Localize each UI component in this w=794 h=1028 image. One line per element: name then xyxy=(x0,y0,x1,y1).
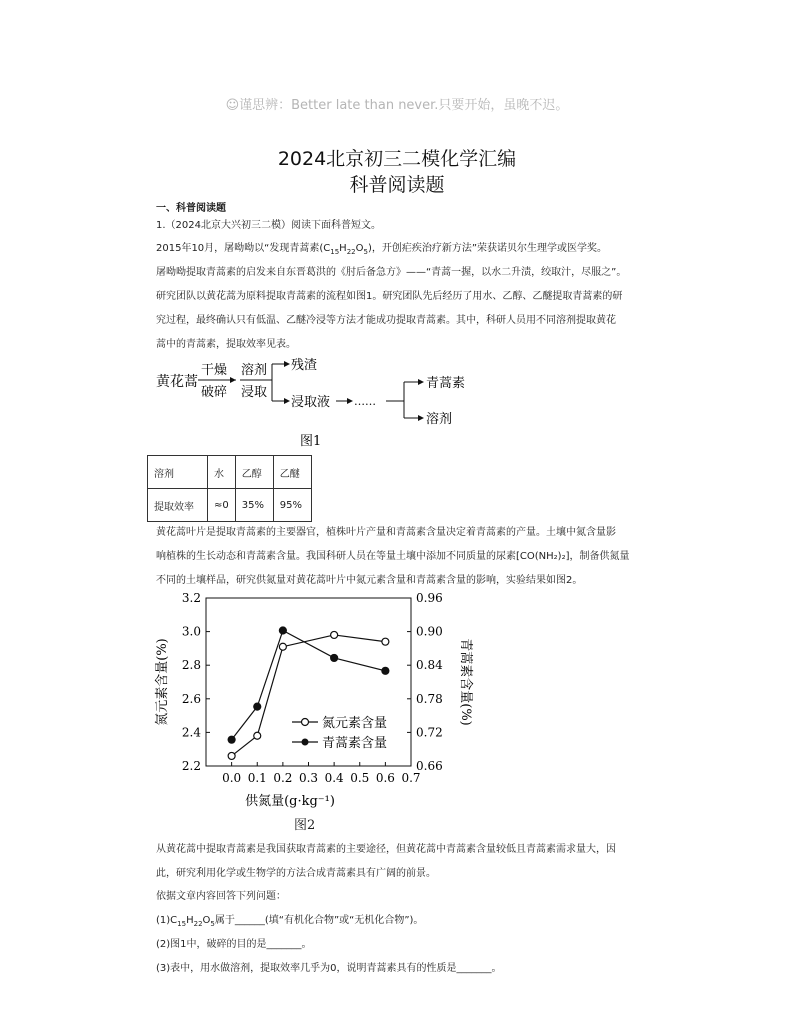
y-left-tick-label: 2.8 xyxy=(181,658,201,673)
table-cell: 提取效率 xyxy=(148,489,208,522)
subscript: 5 xyxy=(363,248,368,256)
subscript: 15 xyxy=(177,920,187,928)
x-tick-label: 0.6 xyxy=(375,771,395,785)
data-point-nitrogen xyxy=(331,631,338,638)
text-part: H xyxy=(186,915,194,926)
table-cell: 水 xyxy=(208,456,236,489)
x-axis-label: 供氮量(g·kg⁻¹) xyxy=(245,794,335,809)
flow-step1-bottom: 破碎 xyxy=(201,385,228,400)
paragraph-line: 不同的土壤样品，研究供氮量对黄花蒿叶片中氮元素含量和青蒿素含量的影响，实验结果如图2。 xyxy=(156,575,583,586)
y-right-tick-label: 0.66 xyxy=(416,759,443,773)
paragraph-line: 黄花蒿叶片是提取青蒿素的主要器官，植株叶片产量和青蒿素含量决定着青蒿素的产量。土壤中氮含量影 xyxy=(156,527,616,538)
chart-legend xyxy=(292,716,387,751)
flow-step2-bottom: 浸取 xyxy=(241,385,268,400)
data-point-artemisinin xyxy=(279,627,286,634)
legend-label-nitrogen: 氮元素含量 xyxy=(322,716,388,731)
paragraph-line: 响植株的生长动态和青蒿素含量。我国科研人员在等量土壤中添加不同质量的尿素[CO(NH₂)₂]，制备供氮量 xyxy=(156,551,630,562)
legend-label-artemisinin: 青蒿素含量 xyxy=(322,736,388,751)
legend-marker-open xyxy=(302,719,309,726)
flow-product-2: 溶剂 xyxy=(426,412,453,427)
data-point-artemisinin xyxy=(254,703,261,710)
y-right-tick-label: 0.90 xyxy=(416,624,443,639)
subscript: 5 xyxy=(210,920,215,928)
title-line-1: 2024北京初三二模化学汇编 xyxy=(277,148,517,170)
y-right-tick-label: 0.96 xyxy=(416,591,443,605)
x-tick-label: 0.4 xyxy=(324,771,344,785)
x-tick-label: 0.5 xyxy=(350,771,370,785)
text-part: H xyxy=(339,243,347,254)
data-point-nitrogen xyxy=(279,643,286,650)
data-point-artemisinin xyxy=(382,667,389,674)
x-tick-label: 0.3 xyxy=(298,771,319,785)
watermark: ☺谨思辨：Better late than never.只要开始，虽晚不迟。 xyxy=(225,98,569,113)
data-point-nitrogen xyxy=(254,732,261,739)
y-left-tick-label: 3.2 xyxy=(181,591,201,605)
text-part: (1)C xyxy=(156,915,178,926)
y-left-tick-label: 2.4 xyxy=(181,725,201,740)
table-row xyxy=(148,456,312,489)
flow-arrowhead xyxy=(284,361,290,367)
y-axis-right-label: 青蒿素含量(%) xyxy=(458,638,473,726)
figure-2-caption: 图2 xyxy=(294,818,316,833)
flow-arrowhead xyxy=(284,398,290,404)
question-1 xyxy=(156,911,423,928)
question-2: (2)图1中，破碎的目的是_______。 xyxy=(156,939,312,950)
paragraph-line: 屠呦呦提取青蒿素的启发来自东晋葛洪的《肘后备急方》——“青蒿一握，以水二升渍，绞取汁，尽服之”。 xyxy=(156,267,627,278)
flow-arrowhead xyxy=(347,398,353,404)
x-tick-label: 0.1 xyxy=(247,771,267,785)
table-cell: 95% xyxy=(273,489,311,522)
text-part: )，开创疟疾治疗新方法”荣获诺贝尔生理学或医学奖。 xyxy=(367,243,608,254)
table-cell: 乙醚 xyxy=(273,456,311,489)
flow-start: 黄花蒿 xyxy=(156,374,198,390)
question-3: (3)表中，用水做溶剂，提取效率几乎为0，说明青蒿素具有的性质是_______。 xyxy=(156,963,502,974)
flow-residue: 残渣 xyxy=(291,358,318,373)
data-point-artemisinin xyxy=(331,654,338,661)
y-left-tick-label: 2.2 xyxy=(181,759,201,773)
paragraph-line: 此，研究利用化学或生物学的方法合成青蒿素具有广阔的前景。 xyxy=(156,868,436,879)
y-axis-left-label: 氮元素含量(%) xyxy=(155,638,170,726)
figure-1-caption: 图1 xyxy=(300,434,322,449)
paragraph-line: 究过程，最终确认只有低温、乙醚冷浸等方法才能成功提取青蒿素。其中，科研人员用不同溶剂提取黄花 xyxy=(156,315,616,326)
y-right-tick-label: 0.78 xyxy=(416,691,443,706)
flow-dots: …… xyxy=(354,395,376,408)
flow-step2-top: 溶剂 xyxy=(241,363,268,378)
subscript: 22 xyxy=(346,248,356,256)
y-right-tick-label: 0.84 xyxy=(416,658,443,673)
section-title: 一、科普阅读题 xyxy=(156,203,226,214)
flow-extract: 浸取液 xyxy=(291,395,331,410)
table-cell: ≈0 xyxy=(208,489,236,522)
subscript: 22 xyxy=(193,920,203,928)
flow-arrowhead xyxy=(418,379,424,385)
paragraph-line: 依据文章内容回答下列问题： xyxy=(156,891,286,902)
x-tick-label: 0.2 xyxy=(273,771,293,785)
table-cell: 乙醇 xyxy=(235,456,273,489)
flow-product-1: 青蒿素 xyxy=(426,376,466,391)
table-cell: 溶剂 xyxy=(148,456,208,489)
legend-marker-filled xyxy=(302,739,309,746)
subscript: 15 xyxy=(330,248,340,256)
text-part: 2015年10月，屠呦呦以“发现青蒿素(C xyxy=(156,243,331,254)
x-tick-label: 0.7 xyxy=(401,771,421,785)
data-point-nitrogen xyxy=(228,752,235,759)
text-part: O xyxy=(355,243,364,254)
page-title xyxy=(0,146,794,198)
extraction-efficiency-table xyxy=(147,455,312,522)
nitrogen-chart-figure-2 xyxy=(150,588,480,818)
flow-arrowhead xyxy=(418,415,424,421)
y-left-tick-label: 2.6 xyxy=(181,691,201,706)
paragraph-line: 蒿中的青蒿素，提取效率见表。 xyxy=(156,339,296,350)
x-tick-label: 0.0 xyxy=(222,771,242,785)
paragraph-nobel xyxy=(156,239,607,256)
question-intro: 1.（2024北京大兴初三二模）阅读下面科普短文。 xyxy=(156,220,381,231)
data-point-artemisinin xyxy=(228,736,235,743)
title-line-2: 科普阅读题 xyxy=(349,174,445,196)
data-point-nitrogen xyxy=(382,638,389,645)
y-right-tick-label: 0.72 xyxy=(416,725,443,740)
table-cell: 35% xyxy=(235,489,273,522)
flow-arrowhead xyxy=(230,377,236,383)
text-part: O xyxy=(202,915,211,926)
text-part: 属于______(填“有机化合物”或“无机化合物”)。 xyxy=(214,915,424,926)
y-left-tick-label: 3.0 xyxy=(181,624,201,639)
flowchart-figure-1 xyxy=(150,352,480,452)
flow-step1-top: 干燥 xyxy=(201,363,228,378)
table-row xyxy=(148,489,312,522)
paragraph-line: 研究团队以黄花蒿为原料提取青蒿素的流程如图1。研究团队先后经历了用水、乙醇、乙醚提取青蒿素的研 xyxy=(156,291,623,302)
paragraph-line: 从黄花蒿中提取青蒿素是我国获取青蒿素的主要途径，但黄花蒿中青蒿素含量较低且青蒿素需求量大，因 xyxy=(156,844,616,855)
